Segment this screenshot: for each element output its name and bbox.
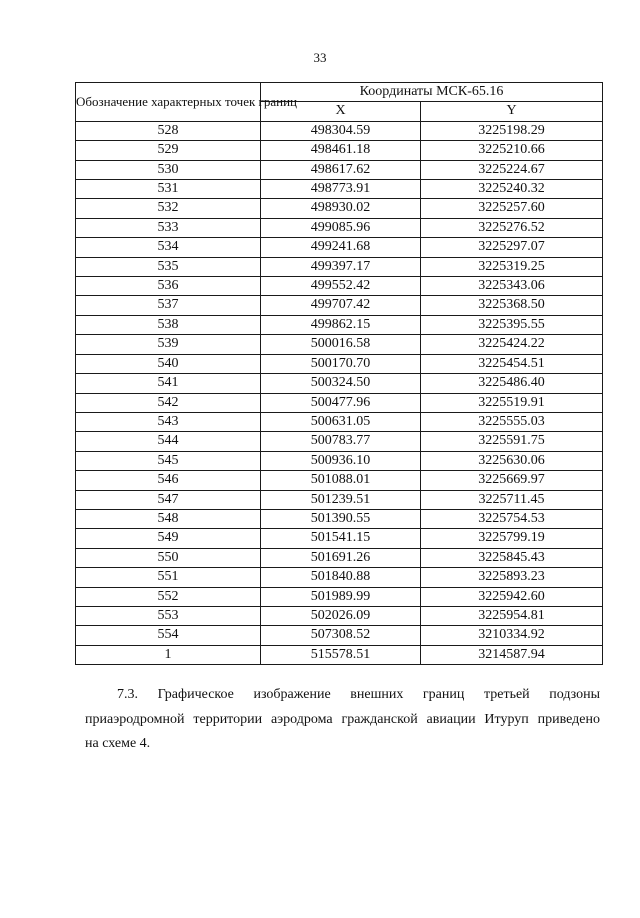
table-row — [76, 451, 603, 470]
cell-point: 536 — [76, 277, 261, 296]
cell-point: 537 — [76, 296, 261, 315]
cell-point: 547 — [76, 490, 261, 509]
cell-point: 544 — [76, 432, 261, 451]
table-row — [76, 490, 603, 509]
cell-point: 1 — [76, 645, 261, 664]
cell-x: 501989.99 — [261, 587, 421, 606]
cell-y: 3225240.32 — [421, 180, 603, 199]
cell-point: 546 — [76, 471, 261, 490]
cell-y: 3225669.97 — [421, 471, 603, 490]
cell-y: 3225276.52 — [421, 218, 603, 237]
table-row — [76, 296, 603, 315]
table-row — [76, 626, 603, 645]
table-row — [76, 354, 603, 373]
cell-y: 3225845.43 — [421, 548, 603, 567]
table-row — [76, 315, 603, 334]
cell-point: 548 — [76, 509, 261, 528]
cell-y: 3225754.53 — [421, 509, 603, 528]
cell-point: 540 — [76, 354, 261, 373]
cell-y: 3225368.50 — [421, 296, 603, 315]
cell-point: 533 — [76, 218, 261, 237]
cell-x: 501541.15 — [261, 529, 421, 548]
cell-point: 532 — [76, 199, 261, 218]
cell-y: 3225395.55 — [421, 315, 603, 334]
cell-y: 3225224.67 — [421, 160, 603, 179]
cell-y: 3225297.07 — [421, 238, 603, 257]
cell-point: 528 — [76, 121, 261, 140]
table-row — [76, 277, 603, 296]
cell-x: 501840.88 — [261, 568, 421, 587]
cell-point: 543 — [76, 412, 261, 431]
cell-point: 530 — [76, 160, 261, 179]
cell-point: 535 — [76, 257, 261, 276]
table-row — [76, 257, 603, 276]
table-row — [76, 529, 603, 548]
paragraph-line-3: на схеме 4. — [85, 736, 151, 751]
page-number: 33 — [313, 50, 327, 65]
cell-x: 499397.17 — [261, 257, 421, 276]
table-row — [76, 218, 603, 237]
cell-x: 498304.59 — [261, 121, 421, 140]
coordinates-table-body — [76, 121, 603, 664]
cell-x: 498461.18 — [261, 141, 421, 160]
cell-x: 499085.96 — [261, 218, 421, 237]
cell-x: 498617.62 — [261, 160, 421, 179]
cell-point: 542 — [76, 393, 261, 412]
cell-y: 3225424.22 — [421, 335, 603, 354]
cell-x: 500016.58 — [261, 335, 421, 354]
cell-x: 499241.68 — [261, 238, 421, 257]
cell-point: 549 — [76, 529, 261, 548]
cell-y: 3225454.51 — [421, 354, 603, 373]
cell-y: 3225343.06 — [421, 277, 603, 296]
cell-x: 500631.05 — [261, 412, 421, 431]
table-row — [76, 432, 603, 451]
cell-point: 552 — [76, 587, 261, 606]
table-row — [76, 335, 603, 354]
table-row — [76, 238, 603, 257]
cell-x: 498930.02 — [261, 199, 421, 218]
cell-y: 3225519.91 — [421, 393, 603, 412]
cell-x: 507308.52 — [261, 626, 421, 645]
cell-y: 3225591.75 — [421, 432, 603, 451]
cell-y: 3225198.29 — [421, 121, 603, 140]
cell-x: 501390.55 — [261, 509, 421, 528]
coordinates-table — [75, 82, 603, 665]
cell-point: 554 — [76, 626, 261, 645]
cell-point: 529 — [76, 141, 261, 160]
table-row — [76, 393, 603, 412]
table-row — [76, 121, 603, 140]
cell-point: 553 — [76, 606, 261, 625]
cell-y: 3214587.94 — [421, 645, 603, 664]
cell-point: 534 — [76, 238, 261, 257]
table-row — [76, 199, 603, 218]
cell-x: 501691.26 — [261, 548, 421, 567]
cell-point: 539 — [76, 335, 261, 354]
cell-x: 500936.10 — [261, 451, 421, 470]
cell-y: 3225942.60 — [421, 587, 603, 606]
paragraph-line-2: приаэродромной территории аэродрома гражданской авиации Итуруп приведено — [85, 711, 600, 727]
cell-point: 531 — [76, 180, 261, 199]
cell-point: 551 — [76, 568, 261, 587]
table-row — [76, 645, 603, 664]
cell-y: 3225893.23 — [421, 568, 603, 587]
table-row — [76, 141, 603, 160]
cell-y: 3225799.19 — [421, 529, 603, 548]
cell-x: 500477.96 — [261, 393, 421, 412]
table-row — [76, 568, 603, 587]
header-point-designation: Обозначение характерных точек границ — [76, 83, 261, 122]
cell-x: 515578.51 — [261, 645, 421, 664]
cell-x: 502026.09 — [261, 606, 421, 625]
cell-y: 3225210.66 — [421, 141, 603, 160]
table-row — [76, 548, 603, 567]
cell-point: 538 — [76, 315, 261, 334]
section-paragraph — [85, 683, 600, 757]
header-y: Y — [421, 102, 603, 121]
table-row — [76, 374, 603, 393]
cell-x: 499552.42 — [261, 277, 421, 296]
cell-y: 3210334.92 — [421, 626, 603, 645]
cell-x: 501088.01 — [261, 471, 421, 490]
cell-y: 3225319.25 — [421, 257, 603, 276]
cell-x: 501239.51 — [261, 490, 421, 509]
cell-y: 3225555.03 — [421, 412, 603, 431]
cell-y: 3225711.45 — [421, 490, 603, 509]
cell-y: 3225954.81 — [421, 606, 603, 625]
cell-x: 500170.70 — [261, 354, 421, 373]
table-row — [76, 606, 603, 625]
cell-point: 541 — [76, 374, 261, 393]
cell-x: 500324.50 — [261, 374, 421, 393]
cell-x: 499862.15 — [261, 315, 421, 334]
table-row — [76, 160, 603, 179]
table-row — [76, 587, 603, 606]
table-row — [76, 509, 603, 528]
paragraph-line-1: 7.3. Графическое изображение внешних границ третьей подзоны — [117, 687, 600, 702]
header-coordinates-system: Координаты МСК-65.16 — [261, 83, 603, 102]
table-row — [76, 180, 603, 199]
cell-y: 3225257.60 — [421, 199, 603, 218]
cell-point: 550 — [76, 548, 261, 567]
cell-y: 3225630.06 — [421, 451, 603, 470]
cell-point: 545 — [76, 451, 261, 470]
table-row — [76, 412, 603, 431]
table-row — [76, 471, 603, 490]
cell-y: 3225486.40 — [421, 374, 603, 393]
cell-x: 500783.77 — [261, 432, 421, 451]
header-x: X — [261, 102, 421, 121]
cell-x: 498773.91 — [261, 180, 421, 199]
cell-x: 499707.42 — [261, 296, 421, 315]
